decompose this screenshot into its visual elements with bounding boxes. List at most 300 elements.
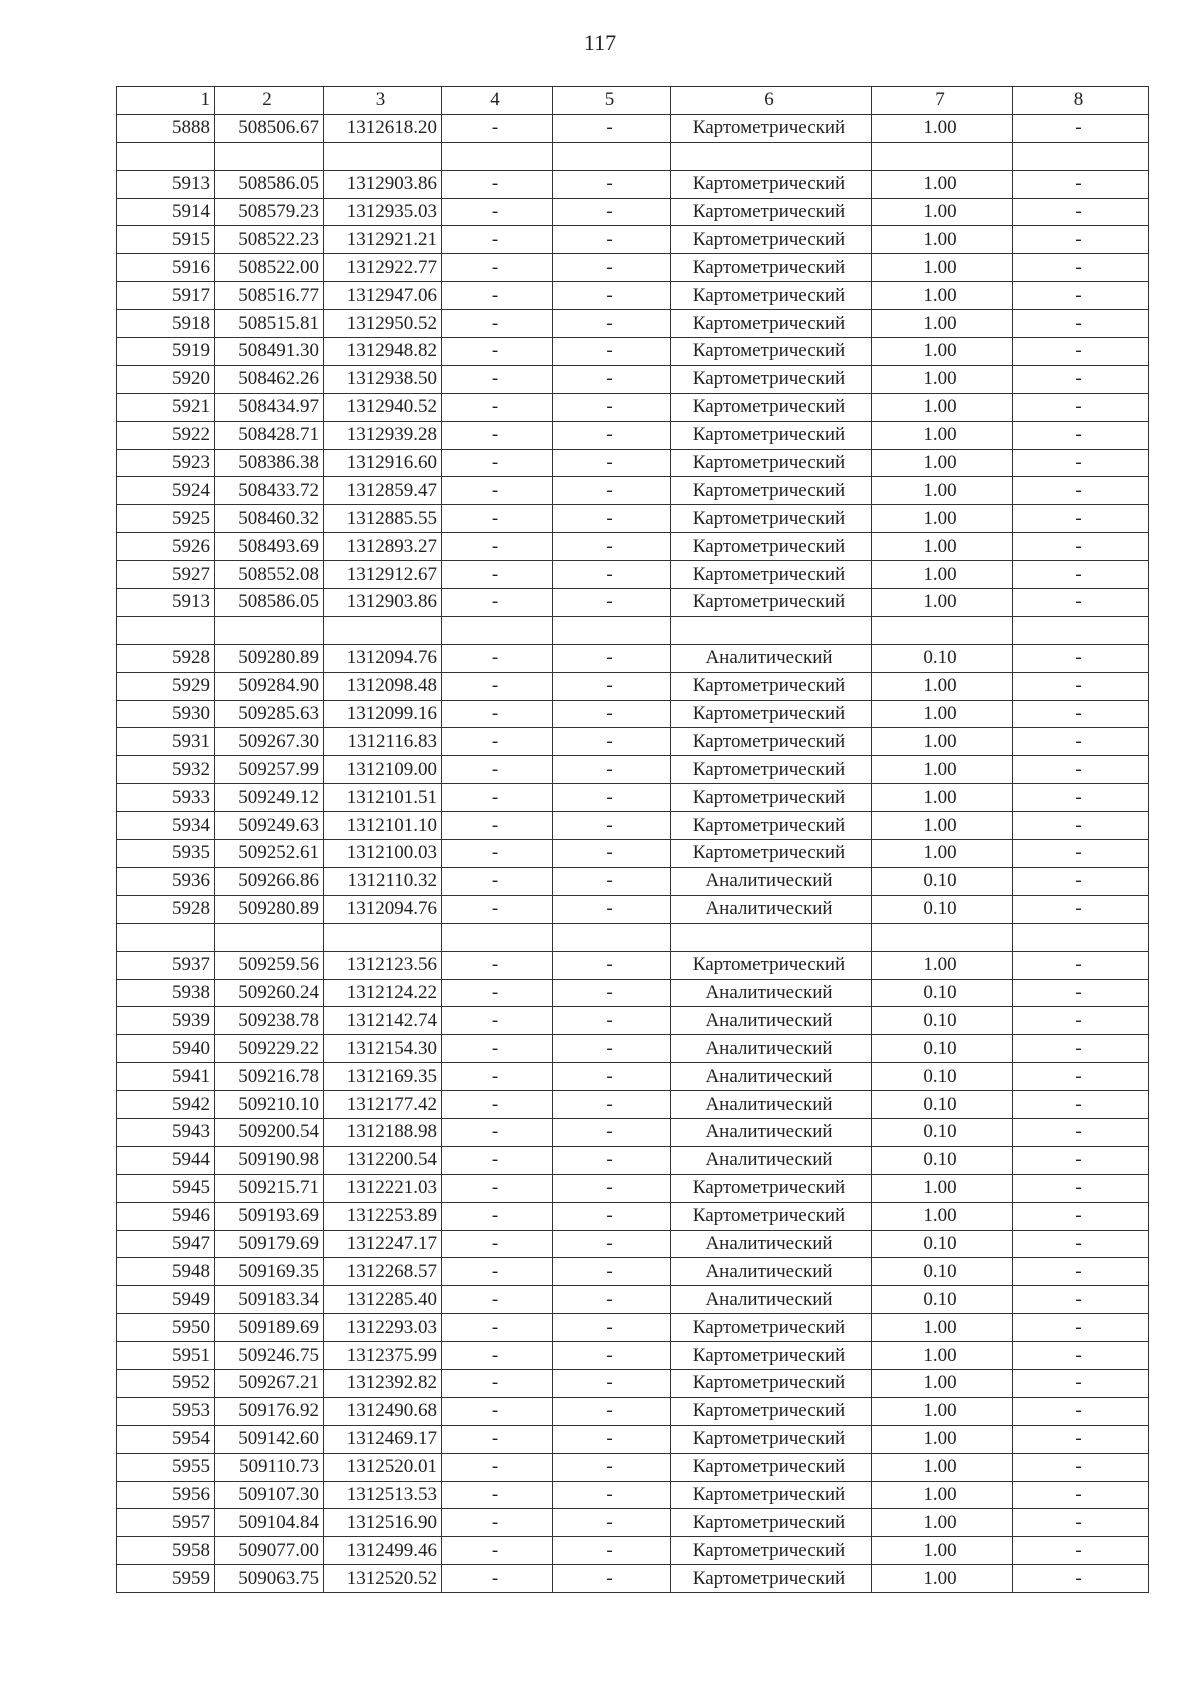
point-number-cell: 5939 [117,1007,215,1035]
column-5-cell: - [553,1258,671,1286]
table-row [117,1509,1149,1537]
column-4-cell: - [442,867,553,895]
table-row [117,477,1149,505]
x-coordinate-cell: 509183.34 [215,1286,324,1314]
point-number-cell: 5957 [117,1509,215,1537]
y-coordinate-cell: 1312098.48 [324,672,442,700]
accuracy-cell: 1.00 [872,533,1013,561]
x-coordinate-cell: 509249.63 [215,812,324,840]
method-cell: Картометрический [671,477,872,505]
point-number-cell: 5927 [117,561,215,589]
column-5-cell: - [553,1091,671,1119]
column-8-cell: - [1013,1146,1149,1174]
method-cell: Картометрический [671,589,872,617]
column-5-cell: - [553,533,671,561]
column-8-cell: - [1013,756,1149,784]
column-8-cell: - [1013,1174,1149,1202]
column-5-cell: - [553,979,671,1007]
y-coordinate-cell: 1312293.03 [324,1314,442,1342]
column-5-cell: - [553,756,671,784]
y-coordinate-cell: 1312520.52 [324,1565,442,1593]
y-coordinate-cell: 1312903.86 [324,589,442,617]
y-coordinate-cell: 1312142.74 [324,1007,442,1035]
method-cell: Картометрический [671,1481,872,1509]
method-cell: Картометрический [671,533,872,561]
column-5-cell: - [553,1397,671,1425]
column-5-cell: - [553,644,671,672]
x-coordinate-cell: 508460.32 [215,505,324,533]
y-coordinate-cell: 1312859.47 [324,477,442,505]
column-8-cell: - [1013,867,1149,895]
column-8-cell: - [1013,393,1149,421]
point-number-cell: 5930 [117,700,215,728]
column-5-cell: - [553,1369,671,1397]
x-coordinate-cell: 508586.05 [215,170,324,198]
point-number-cell: 5917 [117,282,215,310]
column-4-cell: - [442,1202,553,1230]
column-8-cell: - [1013,979,1149,1007]
column-4-cell: - [442,393,553,421]
point-number-cell: 5959 [117,1565,215,1593]
table-row [117,840,1149,868]
x-coordinate-cell: 509246.75 [215,1342,324,1370]
accuracy-cell: 0.10 [872,1063,1013,1091]
x-coordinate-cell: 509259.56 [215,951,324,979]
column-5-cell: - [553,338,671,366]
column-5-cell: - [553,672,671,700]
y-coordinate-cell: 1312101.51 [324,784,442,812]
accuracy-cell: 1.00 [872,1537,1013,1565]
point-number-cell: 5928 [117,895,215,923]
table-row [117,616,1149,644]
table-row [117,644,1149,672]
x-coordinate-cell [215,142,324,170]
method-cell: Картометрический [671,393,872,421]
column-8-cell [1013,616,1149,644]
x-coordinate-cell: 508586.05 [215,589,324,617]
accuracy-cell: 1.00 [872,114,1013,142]
point-number-cell: 5947 [117,1230,215,1258]
table-row [117,226,1149,254]
accuracy-cell: 0.10 [872,1146,1013,1174]
point-number-cell: 5943 [117,1118,215,1146]
y-coordinate-cell: 1312124.22 [324,979,442,1007]
column-5-cell: - [553,1565,671,1593]
point-number-cell: 5919 [117,338,215,366]
column-4-cell: - [442,1509,553,1537]
point-number-cell: 5921 [117,393,215,421]
method-cell: Картометрический [671,1509,872,1537]
column-5-cell: - [553,1035,671,1063]
column-8-cell: - [1013,951,1149,979]
method-cell: Картометрический [671,449,872,477]
table-row [117,449,1149,477]
table-row [117,114,1149,142]
y-coordinate-cell: 1312094.76 [324,644,442,672]
y-coordinate-cell: 1312939.28 [324,421,442,449]
method-cell: Картометрический [671,421,872,449]
column-8-cell: - [1013,449,1149,477]
accuracy-cell: 1.00 [872,226,1013,254]
point-number-cell: 5916 [117,254,215,282]
column-header: 5 [553,87,671,115]
x-coordinate-cell: 509266.86 [215,867,324,895]
point-number-cell: 5935 [117,840,215,868]
method-cell: Картометрический [671,1425,872,1453]
y-coordinate-cell: 1312938.50 [324,365,442,393]
method-cell [671,923,872,951]
accuracy-cell: 1.00 [872,282,1013,310]
point-number-cell: 5928 [117,644,215,672]
y-coordinate-cell: 1312110.32 [324,867,442,895]
method-cell: Картометрический [671,1174,872,1202]
column-4-cell [442,616,553,644]
table-row [117,393,1149,421]
y-coordinate-cell: 1312490.68 [324,1397,442,1425]
column-5-cell: - [553,589,671,617]
column-5-cell: - [553,1425,671,1453]
method-cell: Картометрический [671,1537,872,1565]
y-coordinate-cell: 1312950.52 [324,310,442,338]
accuracy-cell [872,923,1013,951]
table-header-row [117,87,1149,115]
point-number-cell: 5913 [117,589,215,617]
accuracy-cell: 1.00 [872,784,1013,812]
accuracy-cell: 1.00 [872,477,1013,505]
method-cell: Аналитический [671,1286,872,1314]
column-header: 7 [872,87,1013,115]
x-coordinate-cell: 509267.21 [215,1369,324,1397]
accuracy-cell [872,142,1013,170]
y-coordinate-cell [324,142,442,170]
point-number-cell: 5922 [117,421,215,449]
accuracy-cell: 1.00 [872,700,1013,728]
y-coordinate-cell: 1312099.16 [324,700,442,728]
table-row [117,142,1149,170]
accuracy-cell: 1.00 [872,840,1013,868]
column-8-cell: - [1013,1565,1149,1593]
column-8-cell: - [1013,1314,1149,1342]
column-5-cell: - [553,1063,671,1091]
method-cell: Картометрический [671,1314,872,1342]
x-coordinate-cell: 509104.84 [215,1509,324,1537]
x-coordinate-cell: 508493.69 [215,533,324,561]
accuracy-cell: 1.00 [872,672,1013,700]
table-row [117,365,1149,393]
column-5-cell: - [553,365,671,393]
table-row [117,784,1149,812]
column-8-cell [1013,923,1149,951]
column-5-cell: - [553,784,671,812]
accuracy-cell: 1.00 [872,1202,1013,1230]
accuracy-cell: 0.10 [872,1035,1013,1063]
column-4-cell: - [442,840,553,868]
x-coordinate-cell: 509280.89 [215,644,324,672]
column-8-cell: - [1013,1063,1149,1091]
accuracy-cell: 1.00 [872,951,1013,979]
y-coordinate-cell: 1312253.89 [324,1202,442,1230]
table-row [117,1091,1149,1119]
column-5-cell: - [553,1481,671,1509]
y-coordinate-cell: 1312268.57 [324,1258,442,1286]
point-number-cell [117,923,215,951]
column-4-cell: - [442,421,553,449]
column-4-cell: - [442,1063,553,1091]
accuracy-cell: 1.00 [872,1425,1013,1453]
table-row [117,533,1149,561]
column-header: 8 [1013,87,1149,115]
accuracy-cell: 1.00 [872,254,1013,282]
method-cell: Картометрический [671,1565,872,1593]
column-8-cell: - [1013,561,1149,589]
table-row [117,1481,1149,1509]
column-4-cell: - [442,1258,553,1286]
column-8-cell: - [1013,1342,1149,1370]
column-4-cell: - [442,1230,553,1258]
point-number-cell: 5936 [117,867,215,895]
y-coordinate-cell: 1312247.17 [324,1230,442,1258]
table-row [117,756,1149,784]
x-coordinate-cell [215,923,324,951]
coordinates-table [116,86,1149,1593]
column-4-cell: - [442,589,553,617]
x-coordinate-cell: 509252.61 [215,840,324,868]
column-4-cell: - [442,1314,553,1342]
column-5-cell: - [553,226,671,254]
table-row [117,589,1149,617]
table-row [117,867,1149,895]
method-cell: Картометрический [671,1453,872,1481]
method-cell: Картометрический [671,728,872,756]
column-5-cell: - [553,1007,671,1035]
accuracy-cell: 1.00 [872,756,1013,784]
column-header: 3 [324,87,442,115]
column-4-cell: - [442,1369,553,1397]
x-coordinate-cell: 508516.77 [215,282,324,310]
column-8-cell: - [1013,198,1149,226]
x-coordinate-cell: 508433.72 [215,477,324,505]
method-cell: Картометрический [671,226,872,254]
x-coordinate-cell: 509193.69 [215,1202,324,1230]
x-coordinate-cell: 508515.81 [215,310,324,338]
table-row [117,1286,1149,1314]
x-coordinate-cell: 508462.26 [215,365,324,393]
column-4-cell: - [442,1007,553,1035]
column-4-cell: - [442,1537,553,1565]
point-number-cell: 5915 [117,226,215,254]
y-coordinate-cell [324,616,442,644]
y-coordinate-cell: 1312885.55 [324,505,442,533]
column-4-cell: - [442,1035,553,1063]
method-cell: Картометрический [671,254,872,282]
point-number-cell: 5924 [117,477,215,505]
column-8-cell: - [1013,784,1149,812]
x-coordinate-cell: 509169.35 [215,1258,324,1286]
method-cell: Аналитический [671,1146,872,1174]
column-8-cell: - [1013,282,1149,310]
y-coordinate-cell: 1312200.54 [324,1146,442,1174]
method-cell: Аналитический [671,644,872,672]
column-5-cell: - [553,393,671,421]
column-8-cell: - [1013,840,1149,868]
y-coordinate-cell: 1312916.60 [324,449,442,477]
column-8-cell: - [1013,1481,1149,1509]
point-number-cell: 5954 [117,1425,215,1453]
y-coordinate-cell: 1312123.56 [324,951,442,979]
column-4-cell: - [442,951,553,979]
point-number-cell: 5942 [117,1091,215,1119]
column-8-cell: - [1013,1537,1149,1565]
x-coordinate-cell: 509179.69 [215,1230,324,1258]
column-4-cell: - [442,1565,553,1593]
accuracy-cell: 1.00 [872,812,1013,840]
table-row [117,1063,1149,1091]
column-5-cell: - [553,812,671,840]
x-coordinate-cell: 508522.23 [215,226,324,254]
table-row [117,338,1149,366]
x-coordinate-cell: 509189.69 [215,1314,324,1342]
column-4-cell: - [442,1174,553,1202]
point-number-cell: 5953 [117,1397,215,1425]
column-8-cell: - [1013,728,1149,756]
column-8-cell: - [1013,1369,1149,1397]
point-number-cell: 5920 [117,365,215,393]
column-5-cell: - [553,840,671,868]
x-coordinate-cell: 509077.00 [215,1537,324,1565]
y-coordinate-cell: 1312177.42 [324,1091,442,1119]
accuracy-cell: 1.00 [872,1509,1013,1537]
accuracy-cell: 0.10 [872,1091,1013,1119]
table-row [117,1397,1149,1425]
accuracy-cell: 1.00 [872,310,1013,338]
method-cell: Картометрический [671,282,872,310]
method-cell: Аналитический [671,867,872,895]
column-8-cell: - [1013,1007,1149,1035]
column-8-cell: - [1013,1118,1149,1146]
table-row [117,1537,1149,1565]
accuracy-cell: 1.00 [872,589,1013,617]
point-number-cell: 5937 [117,951,215,979]
column-4-cell: - [442,226,553,254]
column-5-cell: - [553,1174,671,1202]
table-row [117,505,1149,533]
point-number-cell: 5914 [117,198,215,226]
accuracy-cell: 1.00 [872,1342,1013,1370]
table-row [117,923,1149,951]
column-4-cell: - [442,533,553,561]
y-coordinate-cell: 1312188.98 [324,1118,442,1146]
y-coordinate-cell: 1312940.52 [324,393,442,421]
column-5-cell: - [553,421,671,449]
accuracy-cell: 1.00 [872,421,1013,449]
column-4-cell [442,142,553,170]
method-cell: Картометрический [671,812,872,840]
y-coordinate-cell [324,923,442,951]
method-cell: Картометрический [671,1369,872,1397]
column-5-cell: - [553,1509,671,1537]
column-4-cell: - [442,449,553,477]
column-4-cell: - [442,812,553,840]
accuracy-cell: 1.00 [872,338,1013,366]
column-8-cell: - [1013,1091,1149,1119]
method-cell: Картометрический [671,700,872,728]
column-8-cell: - [1013,505,1149,533]
page-number: 117 [583,30,617,55]
point-number-cell: 5948 [117,1258,215,1286]
y-coordinate-cell: 1312392.82 [324,1369,442,1397]
method-cell: Аналитический [671,1118,872,1146]
method-cell [671,142,872,170]
column-4-cell: - [442,114,553,142]
column-5-cell: - [553,170,671,198]
point-number-cell: 5929 [117,672,215,700]
x-coordinate-cell: 509063.75 [215,1565,324,1593]
x-coordinate-cell: 508552.08 [215,561,324,589]
column-5-cell: - [553,1202,671,1230]
y-coordinate-cell: 1312109.00 [324,756,442,784]
method-cell: Аналитический [671,895,872,923]
column-8-cell [1013,142,1149,170]
x-coordinate-cell: 509267.30 [215,728,324,756]
column-8-cell: - [1013,644,1149,672]
column-8-cell: - [1013,114,1149,142]
y-coordinate-cell: 1312893.27 [324,533,442,561]
column-4-cell: - [442,1453,553,1481]
x-coordinate-cell: 509216.78 [215,1063,324,1091]
column-4-cell: - [442,1481,553,1509]
column-4-cell: - [442,1342,553,1370]
column-8-cell: - [1013,226,1149,254]
method-cell: Картометрический [671,756,872,784]
method-cell: Картометрический [671,561,872,589]
column-8-cell: - [1013,310,1149,338]
column-5-cell: - [553,1286,671,1314]
accuracy-cell: 1.00 [872,505,1013,533]
column-8-cell: - [1013,533,1149,561]
column-8-cell: - [1013,700,1149,728]
y-coordinate-cell: 1312100.03 [324,840,442,868]
column-8-cell: - [1013,1258,1149,1286]
accuracy-cell: 1.00 [872,449,1013,477]
column-4-cell: - [442,338,553,366]
accuracy-cell: 1.00 [872,365,1013,393]
method-cell: Картометрический [671,310,872,338]
column-4-cell: - [442,365,553,393]
table-row [117,1258,1149,1286]
point-number-cell: 5949 [117,1286,215,1314]
accuracy-cell [872,616,1013,644]
column-4-cell: - [442,979,553,1007]
column-5-cell: - [553,310,671,338]
column-4-cell: - [442,282,553,310]
column-4-cell [442,923,553,951]
method-cell: Аналитический [671,1007,872,1035]
x-coordinate-cell: 509190.98 [215,1146,324,1174]
point-number-cell: 5913 [117,170,215,198]
method-cell: Картометрический [671,1397,872,1425]
column-4-cell: - [442,1425,553,1453]
accuracy-cell: 1.00 [872,561,1013,589]
y-coordinate-cell: 1312520.01 [324,1453,442,1481]
method-cell: Картометрический [671,1202,872,1230]
column-4-cell: - [442,310,553,338]
accuracy-cell: 1.00 [872,170,1013,198]
accuracy-cell: 0.10 [872,867,1013,895]
y-coordinate-cell: 1312921.21 [324,226,442,254]
table-row [117,1118,1149,1146]
y-coordinate-cell: 1312922.77 [324,254,442,282]
x-coordinate-cell: 508386.38 [215,449,324,477]
